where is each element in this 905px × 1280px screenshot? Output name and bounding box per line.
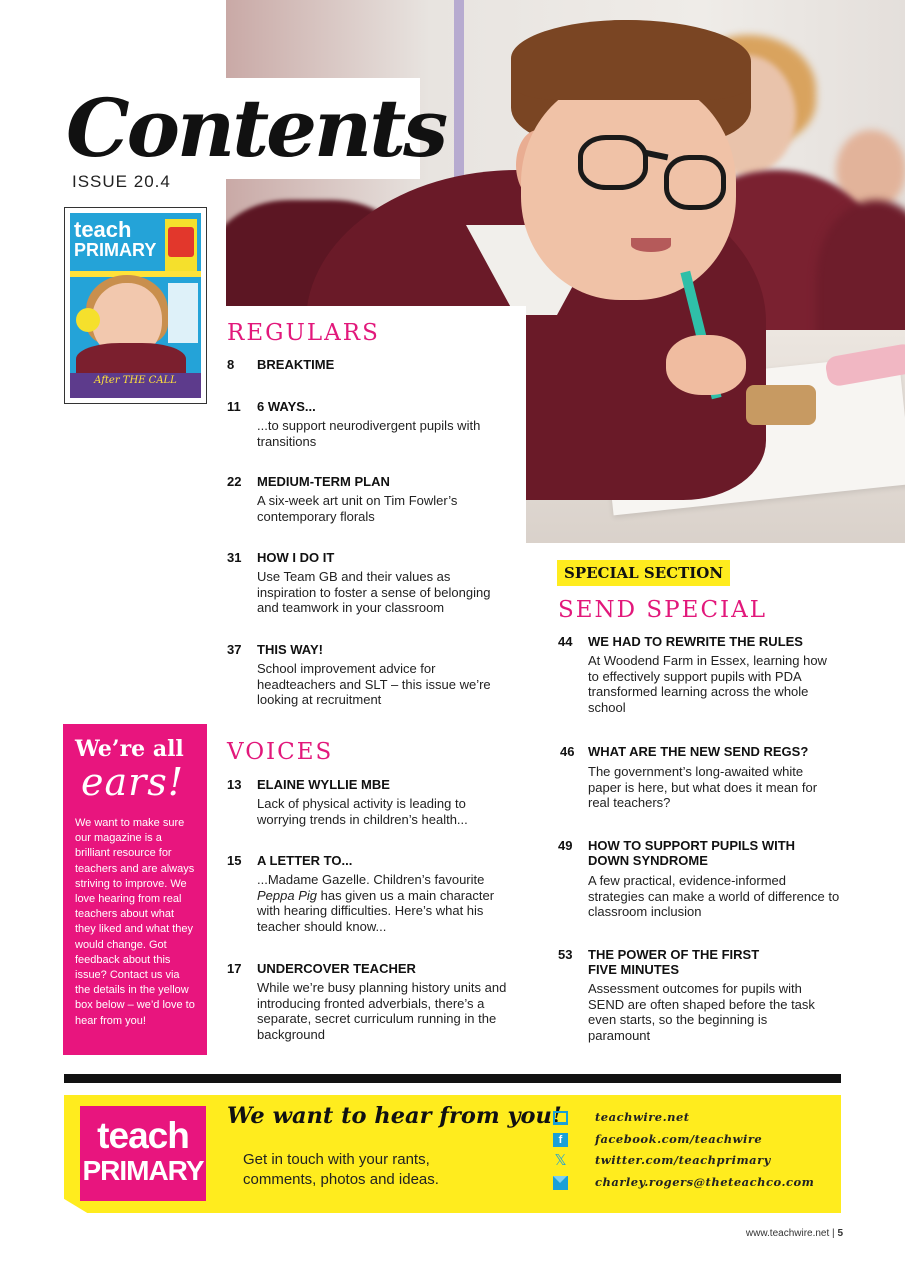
contact-link[interactable]: teachwire.net bbox=[595, 1110, 690, 1124]
page-number: 44 bbox=[558, 634, 573, 649]
entry-title: MEDIUM-TERM PLAN bbox=[257, 474, 390, 489]
voices-heading: VOICES bbox=[227, 739, 334, 765]
entry-title: WE HAD TO REWRITE THE RULES bbox=[588, 634, 803, 649]
contact-email[interactable] bbox=[553, 1175, 843, 1197]
contact-facebook[interactable] bbox=[553, 1132, 843, 1154]
entry-description: The government’s long-awaited white paper is here, but what does it mean for real teachers? bbox=[588, 764, 818, 810]
contact-link[interactable]: charley.rogers@theteachco.com bbox=[595, 1174, 815, 1189]
teach-primary-logo: teach PRIMARY bbox=[80, 1106, 206, 1201]
feedback-heading: We’re all bbox=[75, 736, 184, 762]
envelope-icon bbox=[553, 1176, 568, 1190]
contact-list bbox=[553, 1110, 843, 1196]
entry-description: ...to support neurodivergent pupils with transitions bbox=[257, 418, 481, 449]
contact-link[interactable]: twitter.com/teachprimary bbox=[595, 1153, 771, 1167]
special-section-tag: SPECIAL SECTION bbox=[557, 560, 730, 586]
page-number: 15 bbox=[227, 853, 242, 868]
entry-title: BREAKTIME bbox=[257, 357, 335, 372]
cover-logo: teach PRIMARY bbox=[74, 217, 157, 260]
contact-website[interactable] bbox=[553, 1110, 843, 1132]
divider bbox=[64, 1074, 841, 1083]
entry-title: HOW I DO IT bbox=[257, 550, 335, 565]
entry-title: UNDERCOVER TEACHER bbox=[257, 961, 416, 976]
facebook-icon: f bbox=[553, 1133, 568, 1147]
entry-title: HOW TO SUPPORT PUPILS WITH DOWN SYNDROME bbox=[588, 838, 796, 868]
cover-headline: After THE CALL bbox=[70, 373, 201, 398]
cover-thumbnail[interactable] bbox=[64, 207, 207, 404]
entry-description: A six-week art unit on Tim Fowler’s contemporary florals bbox=[257, 493, 458, 524]
entry-description: While we’re busy planning history units and introducing fronted adverbials, there’s a separate, secret curriculum running in the background bbox=[257, 980, 507, 1042]
feedback-text: We want to make sure our magazine is a brilliant resource for teachers and are always striving to improve. We love hearing from real teachers about what they liked and what they would change. Got feedback about this issue? Contact us via the details in the yellow box below – we’d love to hear from you! bbox=[75, 817, 195, 1027]
page-number: 8 bbox=[227, 357, 235, 372]
regulars-heading: REGULARS bbox=[227, 320, 380, 346]
page-number: 17 bbox=[227, 961, 242, 976]
contact-headline: We want to hear from you! bbox=[227, 1103, 562, 1129]
page-number: 11 bbox=[227, 399, 241, 414]
feedback-box bbox=[63, 724, 207, 1055]
entry-title: A LETTER TO... bbox=[257, 853, 353, 868]
page-number: 31 bbox=[227, 550, 242, 565]
entry-title: 6 WAYS... bbox=[257, 399, 316, 414]
monitor-icon bbox=[553, 1111, 568, 1125]
entry-title: THE POWER OF THE FIRST FIVE MINUTES bbox=[588, 947, 760, 977]
entry-description: Use Team GB and their values as inspiration to foster a sense of belonging and teamwork in your classroom bbox=[257, 569, 491, 615]
entry-title: WHAT ARE THE NEW SEND REGS? bbox=[588, 744, 809, 759]
page-number: 22 bbox=[227, 474, 242, 489]
feedback-heading-script: ears! bbox=[81, 760, 185, 804]
page-number: 49 bbox=[558, 838, 573, 853]
x-twitter-icon: 𝕏 bbox=[554, 1152, 567, 1169]
page-folio: www.teachwire.net | 5 bbox=[745, 1228, 843, 1239]
entry-description: ...Madame Gazelle. Children’s favourite Peppa Pig has given us a main character with hearing difficulties. Here’s what his teacher should know... bbox=[257, 872, 495, 934]
contact-twitter[interactable] bbox=[553, 1153, 843, 1175]
entry-title: THIS WAY! bbox=[257, 642, 323, 657]
contact-link[interactable]: facebook.com/teachwire bbox=[595, 1131, 763, 1146]
entry-description: Lack of physical activity is leading to worrying trends in children’s health... bbox=[257, 796, 468, 827]
page-title: Contents bbox=[66, 81, 446, 175]
entry-description: A few practical, evidence-informed strategies can make a world of difference to classroom inclusion bbox=[588, 873, 840, 919]
entry-description: Assessment outcomes for pupils with SEND are often shaped before the task even starts, so the beginning is paramount bbox=[588, 981, 815, 1043]
page-number: 37 bbox=[227, 642, 242, 657]
entry-description: At Woodend Farm in Essex, learning how to effectively support pupils with PDA transformed learning across the whole school bbox=[588, 653, 827, 715]
entry-description: School improvement advice for headteachers and SLT – this issue we’re looking at recruitment bbox=[257, 661, 491, 707]
page-number: 46 bbox=[560, 744, 575, 759]
entry-title: ELAINE WYLLIE MBE bbox=[257, 777, 390, 792]
send-special-heading: SEND SPECIAL bbox=[558, 597, 768, 623]
page-number: 13 bbox=[227, 777, 242, 792]
page-number: 53 bbox=[558, 947, 573, 962]
contact-text: Get in touch with your rants, comments, photos and ideas. bbox=[243, 1151, 439, 1188]
issue-number: ISSUE 20.4 bbox=[72, 172, 171, 191]
